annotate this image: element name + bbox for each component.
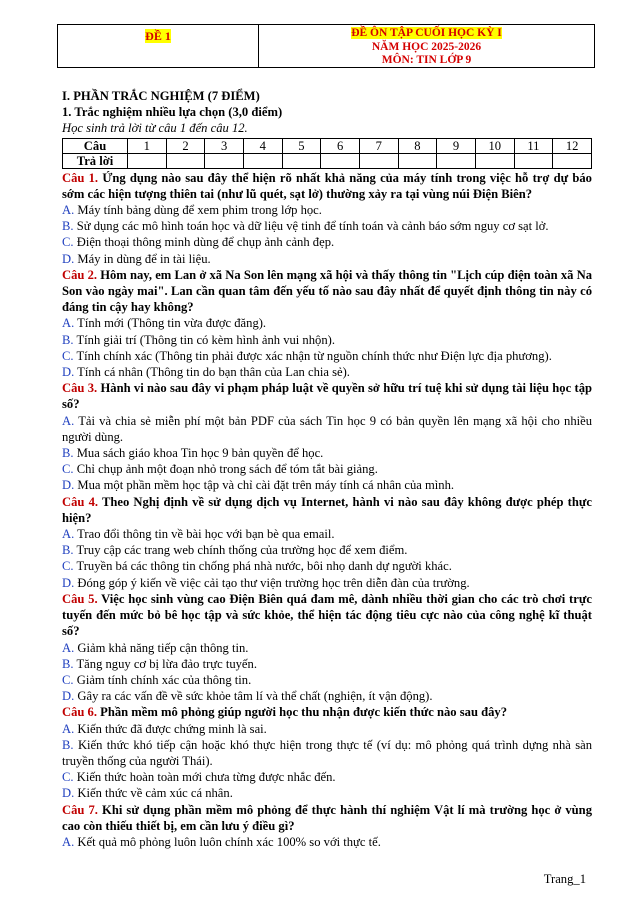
option-letter: D. [62,689,75,704]
answer-table-num: 1 [128,138,167,153]
option-text: Tính cá nhân (Thông tin do bạn thân của Lan chia sẻ). [77,365,350,380]
question-text: Hành vi nào sau đây vi phạm pháp luật về quyền sở hữu trí tuệ khi sử dụng tài liệu học tập số? [62,381,592,412]
answer-table-answer-row [63,153,592,168]
option-a [62,834,592,850]
option-text: Đóng góp ý kiến về việc cải tạo thư viện trường học trên diễn đàn của trường. [77,575,470,590]
option-letter: C. [62,235,74,250]
option-text: Kết quả mô phỏng luôn luôn chính xác 100% so với thực tế. [77,834,381,849]
answer-cell[interactable] [282,153,321,168]
option-letter: C. [62,348,74,363]
question-1 [62,170,592,267]
option-letter: C. [62,672,74,687]
option-letter: D. [62,365,75,380]
question-6 [62,704,592,801]
option-b [62,218,592,234]
answer-table-num: 3 [205,138,244,153]
answer-cell[interactable] [398,153,437,168]
answer-table-num: 7 [359,138,398,153]
header-right-cell [259,25,594,67]
header-left-cell [58,25,259,67]
option-b [62,656,592,672]
option-letter: C. [62,462,74,477]
option-text: Mua sách giáo khoa Tin học 9 bản quyền để học. [76,446,324,461]
option-a [62,202,592,218]
option-text: Kiến thức đã được chứng minh là sai. [77,721,267,736]
question-2 [62,267,592,380]
answer-cell[interactable] [514,153,553,168]
option-c [62,558,592,574]
option-letter: B. [62,446,74,461]
option-letter: D. [62,478,75,493]
answer-table-num: 2 [166,138,205,153]
answer-table-label: Trả lời [63,153,128,168]
option-d [62,575,592,591]
answer-table-num: 5 [282,138,321,153]
page-number: Trang_1 [543,872,586,886]
option-text: Tính chính xác (Thông tin phải được xác nhận từ nguồn chính thức như Điện lực địa phương). [76,348,552,363]
answer-cell[interactable] [205,153,244,168]
answer-table-num: 12 [553,138,592,153]
option-text: Tăng nguy cơ bị lừa đảo trực tuyến. [76,656,257,671]
option-b [62,332,592,348]
option-c [62,234,592,250]
option-letter: D. [62,786,75,801]
answer-table-label: Câu [63,138,128,153]
exam-code: ĐỀ 1 [145,29,171,43]
school-year: NĂM HỌC 2025-2026 [371,40,482,53]
instruction: Học sinh trả lời từ câu 1 đến câu 12. [62,121,248,136]
question-number: Câu 3. [62,381,98,396]
answer-cell[interactable] [359,153,398,168]
option-text: Chỉ chụp ảnh một đoạn nhỏ trong sách để tóm tắt bài giảng. [76,462,378,477]
option-d [62,785,592,801]
answer-table-num: 4 [243,138,282,153]
option-letter: B. [62,219,74,234]
answer-table-num: 10 [475,138,514,153]
option-text: Tính mới (Thông tin vừa được đăng). [77,316,267,331]
option-text: Giảm khả năng tiếp cận thông tin. [77,640,249,655]
answer-table [62,138,592,169]
question-text: Việc học sinh vùng cao Điện Biên quá đam mê, dành nhiều thời gian cho các trò chơi trực tuyến đến mức bỏ bê học tập và sức khỏe, thể hiện tác động tiêu cực nào của công nghệ kĩ thuật số? [62,591,592,639]
option-c [62,672,592,688]
question-3 [62,380,592,493]
option-a [62,413,592,445]
option-text: Trao đổi thông tin về bài học với bạn bè qua email. [77,527,335,542]
answer-cell[interactable] [243,153,282,168]
option-letter: A. [62,413,75,428]
answer-cell[interactable] [553,153,592,168]
option-d [62,477,592,493]
answer-cell[interactable] [166,153,205,168]
option-b [62,542,592,558]
answer-table-num: 11 [514,138,553,153]
option-letter: A. [62,721,75,736]
option-b [62,445,592,461]
question-4 [62,494,592,591]
option-text: Truyền bá các thông tin chống phá nhà nước, bôi nhọ danh dự người khác. [76,559,452,574]
option-letter: D. [62,251,75,266]
answer-table-num: 6 [321,138,360,153]
answer-cell[interactable] [475,153,514,168]
option-text: Kiến thức khó tiếp cận hoặc khó thực hiện trong thực tế (ví dụ: mô phỏng quá trình dựng nhà sàn truyền thống của người Thái). [62,737,592,768]
option-letter: C. [62,770,74,785]
option-letter: B. [62,737,74,752]
option-text: Tải và chia sẻ miễn phí một bản PDF của sách Tin học 9 có bản quyền lên mạng xã hội cho nhiều người dùng. [62,413,593,444]
option-text: Tính giải trí (Thông tin có kèm hình ảnh vui nhộn). [76,332,335,347]
option-text: Kiến thức hoàn toàn mới chưa từng được nhắc đến. [76,770,336,785]
option-letter: A. [62,527,75,542]
question-number: Câu 1. [62,170,99,185]
option-letter: A. [62,834,75,849]
answer-table-num: 8 [398,138,437,153]
option-text: Gây ra các vấn đề về sức khỏe tâm lí và thể chất (nghiện, ít vận động). [77,689,433,704]
option-c [62,461,592,477]
option-letter: C. [62,559,74,574]
question-text: Ứng dụng nào sau đây thể hiện rõ nhất khả năng của máy tính trong việc hỗ trợ dự báo sớm các hiện tượng thiên tai (như lũ quét, sạt lở) thường xảy ra tại vùng núi Điện Biên? [62,170,592,201]
option-text: Giảm tính chính xác của thông tin. [76,672,252,687]
option-text: Sử dụng các mô hình toán học và dữ liệu vệ tinh để tính toán và cảnh báo sớm nguy cơ sạt lở. [76,219,549,234]
option-a [62,526,592,542]
option-letter: D. [62,575,75,590]
option-text: Điện thoại thông minh dùng để chụp ảnh cảnh đẹp. [76,235,335,250]
question-text: Khi sử dụng phần mềm mô phỏng để thực hành thí nghiệm Vật lí mà trường học ở vùng cao còn thiếu thiết bị, em cần lưu ý điều gì? [62,802,592,833]
question-number: Câu 2. [62,267,98,282]
option-b [62,737,592,769]
option-letter: A. [62,316,75,331]
answer-cell[interactable] [321,153,360,168]
answer-table-num: 9 [437,138,476,153]
question-number: Câu 5. [62,591,98,606]
question-number: Câu 4. [62,494,99,509]
exam-title: ĐỀ ÔN TẬP CUỐI HỌC KỲ I [351,27,502,39]
option-letter: A. [62,640,75,655]
subsection-title: 1. Trắc nghiệm nhiều lựa chọn (3,0 điểm) [62,105,283,120]
option-a [62,721,592,737]
question-5 [62,591,592,704]
option-text: Kiến thức về cảm xúc cá nhân. [77,786,233,801]
option-letter: A. [62,203,75,218]
answer-cell[interactable] [128,153,167,168]
option-letter: B. [62,332,74,347]
question-text: Hôm nay, em Lan ở xã Na Son lên mạng xã hội và thấy thông tin "Lịch cúp điện toàn xã Na Son vào ngày mai". Lan cần quan tâm đến yếu tố nào sau đây nhất để quyết định thông tin này có đáng tin cậy hay không? [62,267,592,315]
option-letter: B. [62,543,74,558]
option-text: Máy in dùng để in tài liệu. [77,251,211,266]
question-7 [62,802,592,851]
option-d [62,251,592,267]
question-text: Theo Nghị định về sử dụng dịch vụ Internet, hành vi nào sau đây không được phép thực hiện? [62,494,592,525]
option-d [62,364,592,380]
answer-cell[interactable] [437,153,476,168]
question-number: Câu 7. [62,802,98,817]
option-d [62,688,592,704]
option-text: Máy tính bảng dùng để xem phim trong lớp học. [77,203,322,218]
option-text: Truy cập các trang web chính thống của trường học để xem điểm. [76,543,408,558]
exam-content [62,88,592,850]
option-c [62,348,592,364]
option-a [62,640,592,656]
option-letter: B. [62,656,74,671]
answer-table-header-row [63,138,592,153]
option-a [62,315,592,331]
question-number: Câu 6. [62,705,97,720]
option-text: Mua một phần mềm học tập và chỉ cài đặt trên máy tính cá nhân của mình. [77,478,455,493]
section-title: I. PHẦN TRẮC NGHIỆM (7 ĐIỂM) [62,89,260,103]
header-table [57,24,595,68]
option-c [62,769,592,785]
question-text: Phần mềm mô phỏng giúp người học thu nhận được kiến thức nào sau đây? [100,705,507,720]
subject: MÔN: TIN LỚP 9 [381,54,472,66]
